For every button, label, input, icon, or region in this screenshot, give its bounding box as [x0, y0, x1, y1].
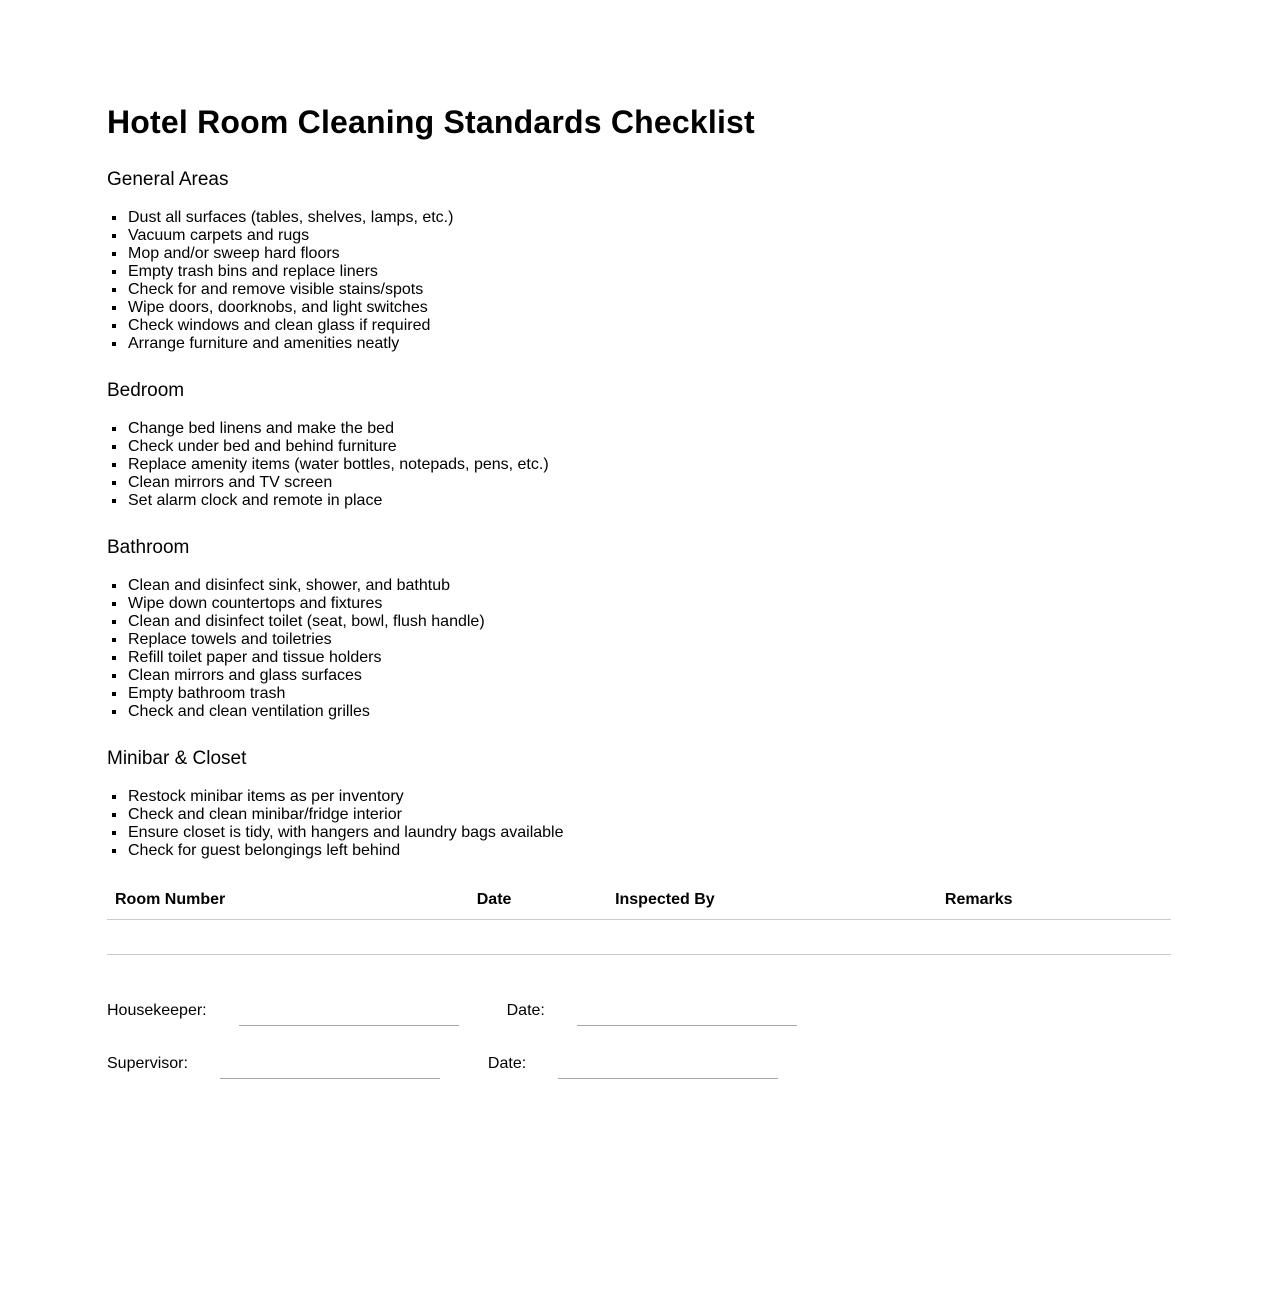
date-label: Date:	[506, 1001, 545, 1019]
checklist-item: ▪ Set alarm clock and remote in place	[127, 492, 1171, 510]
table-cell-remarks	[937, 919, 1171, 954]
checklist-item: ▪ Empty trash bins and replace liners	[127, 263, 1171, 281]
checklist-item: ▪ Empty bathroom trash	[127, 685, 1171, 703]
inspection-table	[107, 887, 1171, 955]
checklist-item: ▪ Mop and/or sweep hard floors	[127, 245, 1171, 263]
supervisor-signature-line	[220, 1055, 440, 1079]
table-header-row	[107, 887, 1171, 920]
section-heading-general-areas: General Areas	[107, 169, 229, 191]
checklist-item: ▪ Wipe doors, doorknobs, and light switches	[127, 299, 1171, 317]
table-row	[107, 919, 1171, 954]
housekeeper-signature-row	[107, 1002, 1171, 1026]
column-header-inspected-by: Inspected By	[607, 887, 937, 920]
table-cell-room-number	[107, 919, 469, 954]
checklist-item: ▪ Clean and disinfect toilet (seat, bowl, flush handle)	[127, 613, 1171, 631]
checklist-item: ▪ Dust all surfaces (tables, shelves, lamps, etc.)	[127, 209, 1171, 227]
checklist-bedroom	[107, 420, 1171, 510]
supervisor-label: Supervisor:	[107, 1054, 188, 1072]
checklist-item: ▪ Replace towels and toiletries	[127, 631, 1171, 649]
housekeeper-signature-line	[239, 1002, 459, 1026]
checklist-item: ▪ Check windows and clean glass if required	[127, 317, 1171, 335]
table-cell-inspected-by	[607, 919, 937, 954]
checklist-item: ▪ Check under bed and behind furniture	[127, 438, 1171, 456]
section-heading-bathroom: Bathroom	[107, 537, 190, 559]
checklist-item: ▪ Restock minibar items as per inventory	[127, 788, 1171, 806]
checklist-item: ▪ Check for guest belongings left behind	[127, 842, 1171, 860]
column-header-room-number: Room Number	[107, 887, 469, 920]
checklist-item: ▪ Clean mirrors and TV screen	[127, 474, 1171, 492]
column-header-date: Date	[469, 887, 607, 920]
checklist-item: ▪ Check for and remove visible stains/spots	[127, 281, 1171, 299]
checklist-item: ▪ Arrange furniture and amenities neatly	[127, 335, 1171, 353]
checklist-item: ▪ Change bed linens and make the bed	[127, 420, 1171, 438]
page-title: Hotel Room Cleaning Standards Checklist	[107, 104, 755, 140]
checklist-item: ▪ Check and clean minibar/fridge interior	[127, 806, 1171, 824]
checklist-item: ▪ Clean and disinfect sink, shower, and bathtub	[127, 577, 1171, 595]
supervisor-signature-row	[107, 1055, 1171, 1079]
checklist-item: ▪ Ensure closet is tidy, with hangers and laundry bags available	[127, 824, 1171, 842]
checklist-general-areas	[107, 209, 1171, 353]
checklist-item: ▪ Refill toilet paper and tissue holders	[127, 649, 1171, 667]
checklist-item: ▪ Replace amenity items (water bottles, notepads, pens, etc.)	[127, 456, 1171, 474]
checklist-bathroom	[107, 577, 1171, 721]
housekeeper-date-line	[577, 1002, 797, 1026]
section-heading-minibar-closet: Minibar & Closet	[107, 747, 247, 769]
signature-block	[107, 1002, 1171, 1079]
checklist-item: ▪ Wipe down countertops and fixtures	[127, 595, 1171, 613]
checklist-item: ▪ Check and clean ventilation grilles	[127, 703, 1171, 721]
date-label: Date:	[487, 1054, 527, 1072]
section-heading-bedroom: Bedroom	[107, 380, 185, 402]
column-header-remarks: Remarks	[937, 887, 1171, 920]
table-cell-date	[469, 919, 607, 954]
checklist-minibar-closet	[107, 788, 1171, 860]
checklist-item: ▪ Vacuum carpets and rugs	[127, 227, 1171, 245]
housekeeper-label: Housekeeper:	[107, 1001, 207, 1019]
supervisor-date-line	[558, 1055, 778, 1079]
checklist-item: ▪ Clean mirrors and glass surfaces	[127, 667, 1171, 685]
